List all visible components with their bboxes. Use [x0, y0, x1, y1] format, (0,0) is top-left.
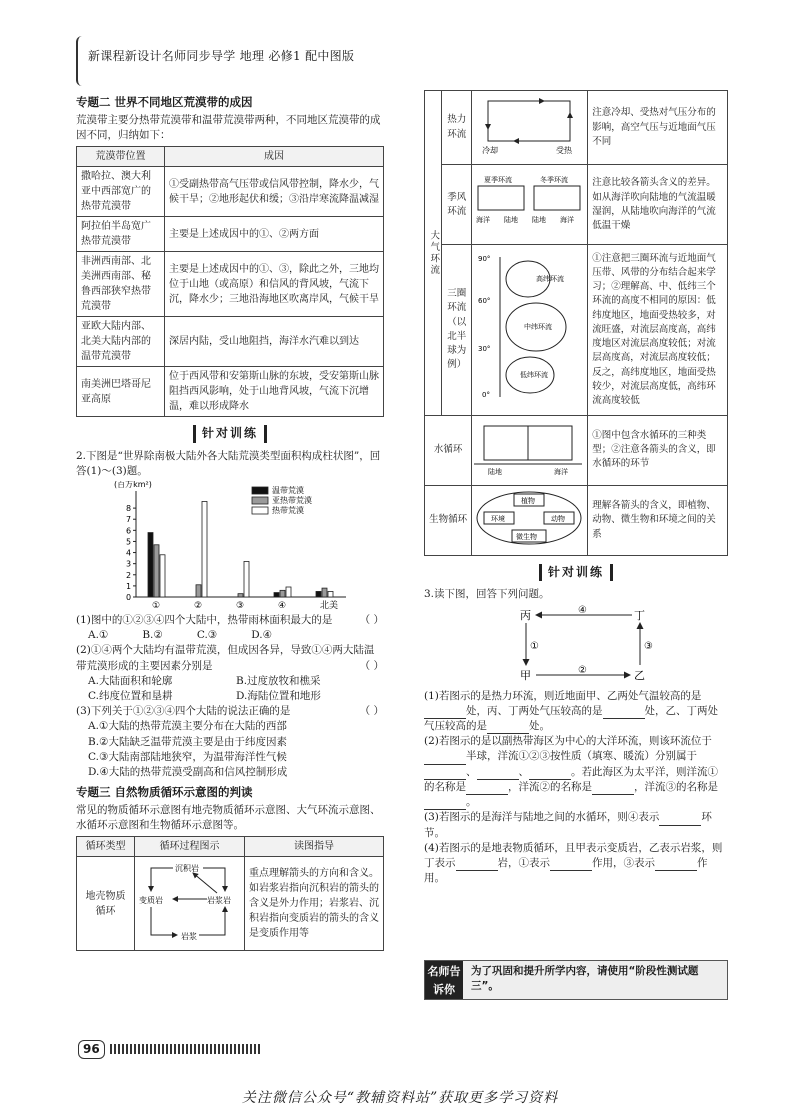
- table-cell: 主要是上述成因中的①、③，除此之外，三地均位于山地（或高原）和信风的背风坡，气流下沉，降水少；三地沿海地区吹离岸风，气候干旱: [165, 252, 384, 317]
- text: (3)若图示的是海洋与陆地之间的水循环，则④表示: [424, 811, 660, 824]
- q2-stem: 2.下图是“世界除南极大陆外各大陆荒漠类型面积构成柱状图”，回答(1)～(3)题。: [76, 449, 381, 477]
- text: 处，乙、丁两处气压较高的是: [424, 704, 718, 733]
- y-tick-label: 7: [126, 515, 132, 525]
- legend-swatch: [252, 497, 268, 504]
- tip-badge: 名师告诉你: [425, 961, 463, 999]
- q3-sub3: [424, 810, 728, 840]
- answer-paren: （ ）: [359, 613, 384, 626]
- label-ding: 丁: [634, 608, 645, 622]
- label-sedimentary: 沉积岩: [175, 864, 199, 874]
- label-lat60: 60°: [478, 297, 491, 306]
- q2-sub3: [76, 704, 384, 719]
- option[interactable]: A.①: [88, 629, 109, 642]
- legend-swatch: [252, 507, 268, 514]
- y-tick-label: 0: [126, 592, 132, 602]
- table-cell: 阿拉伯半岛宽广热带荒漠带: [77, 217, 165, 252]
- x-tick-label: ④: [278, 600, 287, 611]
- label-hadley-cell: 低纬环流: [520, 371, 549, 380]
- table-row: [425, 165, 728, 245]
- legend-label: 热带荒漠: [272, 505, 304, 515]
- option[interactable]: A.①大陆的热带荒漠主要分布在大陆的西部: [88, 720, 287, 733]
- label-lat0: 0°: [482, 391, 491, 400]
- right-column: [424, 90, 728, 886]
- label-ferrel-cell: 中纬环流: [524, 323, 553, 332]
- text: 作用。: [424, 857, 708, 885]
- thermal-svg: [474, 93, 584, 157]
- option[interactable]: B.②: [142, 629, 163, 642]
- option[interactable]: C.纬度位置和垦耕: [88, 690, 173, 703]
- text: (1)若图示的是热力环流，则近地面甲、乙两处气温较高的是: [424, 689, 702, 702]
- bottom-note: 关注微信公众号“教辅资料站”获取更多学习资料: [241, 1090, 559, 1106]
- option[interactable]: D.海陆位置和地形: [236, 690, 321, 703]
- option[interactable]: B.过度放牧和樵采: [236, 674, 321, 687]
- text: 岩，①表示: [497, 857, 550, 870]
- table-cell: 深居内陆，受山地阻挡，海洋水汽难以到达: [165, 317, 384, 367]
- table-row: [425, 245, 728, 415]
- table-cell: 热力环流: [442, 91, 472, 165]
- bar: [274, 592, 279, 596]
- y-tick-label: 4: [126, 548, 132, 558]
- answer-blank[interactable]: [550, 859, 592, 871]
- table-row: [77, 217, 384, 252]
- label-polar-cell: 高纬环流: [536, 275, 565, 284]
- tip-text: 为了巩固和提升所学内容，请使用“阶段性测试题三”。: [471, 965, 699, 993]
- table-cell: 注意冷却、受热对气压分布的影响，高空气压与近地面气压不同: [588, 91, 728, 165]
- answer-blank[interactable]: [424, 707, 466, 719]
- q3-sub1: [424, 689, 728, 735]
- group-label: 大气环流: [425, 91, 442, 416]
- label-land: 陆地: [488, 467, 503, 476]
- legend-swatch: [252, 487, 268, 494]
- label-arrow1: ①: [530, 640, 539, 652]
- option[interactable]: D.④大陆的热带荒漠受副高和信风控制形成: [88, 766, 288, 779]
- option[interactable]: B.②大陆缺乏温带荒漠主要是由于纬度因素: [88, 735, 287, 748]
- option[interactable]: D.④: [251, 629, 273, 642]
- label-land: 陆地: [504, 216, 519, 225]
- monsoon-diagram: [472, 165, 588, 245]
- q3-sub4: [424, 841, 728, 887]
- text: 处，丙、丁两处气压较高的是: [466, 704, 603, 717]
- table-cell: 三圈环流（以北半球为例）: [442, 245, 472, 415]
- label-environment: 环境: [491, 514, 506, 523]
- answer-paren: （ ）: [359, 705, 384, 718]
- label-cooling: 冷却: [482, 146, 499, 155]
- bar: [316, 591, 321, 597]
- label-sea: 海洋: [554, 467, 569, 476]
- bar: [196, 585, 201, 597]
- practice-heading: [76, 425, 384, 442]
- label-arrow2: ②: [578, 664, 587, 676]
- bio-cycle-diagram: [472, 485, 588, 555]
- q2-sub3-options: [76, 719, 384, 780]
- option[interactable]: C.③大陆南部陆地狭窄，为温带海洋性气候: [88, 750, 287, 763]
- bar: [280, 590, 285, 597]
- answer-blank[interactable]: [424, 768, 466, 780]
- bar: [286, 587, 291, 597]
- label-heating: 受热: [556, 146, 573, 155]
- practice-title: 针对训练: [193, 425, 267, 442]
- y-tick-label: 2: [126, 570, 132, 580]
- bio-cycle-svg: [474, 488, 584, 548]
- table-header: 读图指导: [245, 837, 384, 857]
- tricell-svg: [474, 247, 584, 407]
- table-cell: ①受副热带高气压带或信风带控制，降水少，气候干旱；②地形起伏和缓；③沿岸寒流降温减湿: [165, 167, 384, 217]
- thermal-diagram: [472, 91, 588, 165]
- cycle-table-left: [76, 836, 384, 951]
- label-yi: 乙: [634, 668, 645, 682]
- text: ，洋流②的名称是: [508, 780, 592, 793]
- cycle-table-right: [424, 90, 728, 556]
- text: 处。: [529, 720, 550, 733]
- table-cell: 注意比较各箭头含义的差异。如从海洋吹向陆地的气流温暖湿润，从陆地吹向海洋的气流低温干燥: [588, 165, 728, 245]
- crust-cycle-diagram: [135, 857, 245, 951]
- water-cycle-svg: [474, 418, 584, 478]
- section2-intro: 荒漠带主要分热带荒漠带和温带荒漠带两种，不同地区荒漠带的成因不同，归纳如下：: [76, 113, 381, 141]
- option[interactable]: C.③: [196, 629, 218, 642]
- practice-title: 针对训练: [539, 564, 613, 581]
- left-column: [76, 90, 384, 951]
- answer-blank[interactable]: [655, 859, 697, 871]
- footer-decoration: [110, 1044, 260, 1054]
- section3-intro: 常见的物质循环示意图有地壳物质循环示意图、大气环流示意图、水循环示意图和生物循环示意图等。: [76, 804, 381, 832]
- q2-sub3-text: (3)下列关于①②③④四个大陆的说法正确的是: [76, 705, 291, 718]
- x-tick-label: ③: [236, 600, 245, 611]
- text: 环节。: [424, 811, 712, 839]
- crust-cycle-svg: [137, 859, 241, 943]
- section3-title: 专题三 自然物质循环示意图的判读: [76, 785, 253, 800]
- text: 作用，③表示: [592, 857, 655, 870]
- label-microbe: 微生物: [516, 532, 538, 541]
- answer-paren: （ ）: [359, 659, 384, 672]
- q2-sub2-text: (2)①④两个大陆均有温带荒漠，但成因各异，导致①④两大陆温带荒漠形成的主要因素分别是: [76, 644, 375, 672]
- table-header: 循环过程图示: [135, 837, 245, 857]
- q2-sub1-text: (1)图中的①②③④四个大陆中，热带雨林面积最大的是: [76, 613, 333, 626]
- q3-stem: 3.读下图，回答下列问题。: [424, 588, 550, 601]
- legend-label: 亚热带荒漠: [272, 495, 312, 505]
- table-cell: 位于西风带和安第斯山脉的东坡，受安第斯山脉阻挡西风影响，处于山地背风坡，气流下沉增温，难以形成降水: [165, 367, 384, 417]
- table-row: [77, 367, 384, 417]
- q2-sub2: [76, 643, 384, 673]
- table-row: [425, 415, 728, 485]
- option[interactable]: A.大陆面积和轮廓: [88, 674, 173, 687]
- label-bing: 丙: [520, 608, 531, 622]
- answer-blank[interactable]: [424, 753, 466, 765]
- bar: [328, 591, 333, 597]
- tricell-diagram: [472, 245, 588, 415]
- desert-table: [76, 146, 384, 417]
- q3-diagram: [514, 605, 654, 685]
- table-cell: 生物循环: [425, 485, 472, 555]
- y-tick-label: 3: [126, 559, 132, 569]
- table-cell: 理解各箭头的含义，即植物、动物、微生物和环境之间的关系: [588, 485, 728, 555]
- text: ，洋流③的名称是: [634, 780, 718, 793]
- table-header: 荒漠带位置: [77, 147, 165, 167]
- y-tick-label: 1: [126, 581, 132, 591]
- page-number: 96: [78, 1040, 105, 1059]
- text: 、: [466, 765, 477, 778]
- bar: [154, 545, 159, 597]
- answer-blank[interactable]: [466, 783, 508, 795]
- q2-sub1-options: [76, 628, 384, 643]
- header-bracket: [76, 36, 82, 86]
- text: 半球，洋流①②③按性质（填寒、暖流）分别属于: [466, 750, 697, 763]
- text: (4)若图示的是地表物质循环，且甲表示变质岩，乙表示岩浆，则丁表示: [424, 841, 723, 870]
- bar: [148, 532, 153, 596]
- bar: [238, 594, 243, 597]
- answer-blank[interactable]: [603, 707, 645, 719]
- legend-label: 温带荒漠: [272, 485, 304, 495]
- bar: [322, 588, 327, 597]
- x-tick-label: ①: [152, 600, 161, 611]
- water-cycle-diagram: [472, 415, 588, 485]
- q3-sub2: [424, 734, 728, 810]
- monsoon-svg: [474, 172, 584, 232]
- label-lat90: 90°: [478, 255, 491, 264]
- y-tick-label: 6: [126, 526, 132, 536]
- bar: [160, 555, 165, 597]
- y-tick-label: 5: [126, 537, 132, 547]
- text: 。若此海区为太平洋，则洋流①的名称是: [424, 765, 718, 793]
- page-header: 新课程新设计名师同步导学 地理 必修1 配中图版: [88, 49, 355, 63]
- label-animal: 动物: [551, 514, 566, 523]
- label-igneous: 岩浆岩: [207, 896, 231, 906]
- x-tick-label: 北美: [320, 600, 339, 611]
- answer-blank[interactable]: [487, 722, 529, 734]
- text: 。: [466, 796, 477, 809]
- bar: [244, 561, 249, 597]
- table-cell: 南美洲巴塔哥尼亚高原: [77, 367, 165, 417]
- y-axis-label: (百万km²): [114, 480, 152, 489]
- label-plant: 植物: [521, 496, 536, 505]
- table-row: [425, 485, 728, 555]
- table-cell: ①注意把三圈环流与近地面气压带、风带的分布结合起来学习；②理解高、中、低纬三个环流的高度不相同的原因：低纬度地区，地面受热较多，对流旺盛，对流层高度高，高纬度地区对流层高度较低；对流层高度高，对流层高度较低；反之，高纬度地区，地面受热较少，对流层高度低，高纬环流高度较低: [588, 245, 728, 415]
- label-land2: 陆地: [532, 216, 547, 225]
- table-cell: 季风环流: [442, 165, 472, 245]
- y-tick-label: 8: [126, 504, 132, 514]
- practice-heading-2: [424, 564, 728, 581]
- answer-blank[interactable]: [424, 798, 466, 810]
- table-row: [77, 857, 384, 951]
- label-ocean2: 海洋: [560, 216, 575, 225]
- table-header: 循环类型: [77, 837, 135, 857]
- answer-blank[interactable]: [659, 814, 701, 826]
- text: 、: [518, 765, 529, 778]
- label-arrow3: ③: [644, 640, 653, 652]
- answer-blank[interactable]: [477, 768, 519, 780]
- table-cell: 水循环: [425, 415, 472, 485]
- x-tick-label: ②: [194, 600, 203, 611]
- answer-blank[interactable]: [456, 859, 498, 871]
- label-summer: 夏季环流: [484, 176, 513, 185]
- answer-blank[interactable]: [529, 768, 571, 780]
- table-cell: 重点理解箭头的方向和含义。如岩浆岩指向沉积岩的箭头的含义是外力作用；岩浆岩、沉积岩指向变质岩的箭头的含义是变质作用等: [245, 857, 384, 951]
- table-header: 成因: [165, 147, 384, 167]
- label-magma: 岩浆: [181, 932, 197, 942]
- label-winter: 冬季环流: [540, 176, 569, 185]
- table-row: [77, 317, 384, 367]
- table-cell: 非洲西南部、北美洲西南部、秘鲁西部狭窄热带荒漠带: [77, 252, 165, 317]
- text: (2)若图示的是以副热带海区为中心的大洋环流，则该环流位于: [424, 735, 712, 748]
- table-cell: 撒哈拉、澳大利亚中西部宽广的热带荒漠带: [77, 167, 165, 217]
- table-cell: 地壳物质循环: [77, 857, 135, 951]
- section2-title: 专题二 世界不同地区荒漠带的成因: [76, 95, 253, 109]
- desert-bar-chart: [104, 481, 404, 613]
- table-cell: ①图中包含水循环的三种类型；②注意各箭头的含义，即水循环的环节: [588, 415, 728, 485]
- table-cell: 主要是上述成因中的①、②两方面: [165, 217, 384, 252]
- label-ocean: 海洋: [476, 216, 491, 225]
- table-cell: 亚欧大陆内部、北美大陆内部的温带荒漠带: [77, 317, 165, 367]
- label-metamorphic: 变质岩: [139, 896, 163, 906]
- q2-sub1: [76, 613, 384, 628]
- table-row: [77, 167, 384, 217]
- teacher-tip-box: [424, 960, 728, 1000]
- label-lat30: 30°: [478, 345, 491, 354]
- label-arrow4: ④: [578, 604, 587, 616]
- table-row: [77, 252, 384, 317]
- answer-blank[interactable]: [592, 783, 634, 795]
- label-jia: 甲: [520, 668, 531, 682]
- bar: [202, 501, 207, 597]
- table-row: [425, 91, 728, 165]
- q2-sub2-options: [76, 674, 384, 704]
